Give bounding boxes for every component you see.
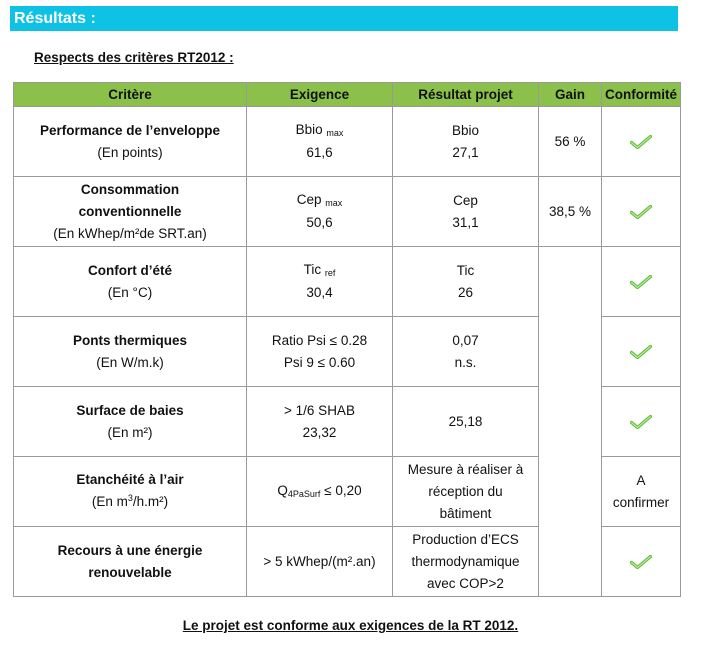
criterion-cell (14, 527, 247, 597)
requirement-cell (247, 387, 393, 457)
criterion-name: Surface de baies (76, 402, 184, 418)
gain-cell: 56 % (539, 107, 602, 177)
result-line: réception du (428, 483, 503, 499)
result-line: bâtiment (439, 505, 492, 521)
results-banner (10, 6, 678, 31)
requirement-cell (247, 457, 393, 527)
result-cell (393, 107, 539, 177)
requirement-cell (247, 177, 393, 247)
conformity-cell (602, 247, 681, 317)
req-value: 30,4 (306, 285, 333, 300)
req-label: Bbio (295, 122, 323, 137)
req-subscript: max (326, 128, 344, 138)
check-icon (630, 345, 652, 359)
result-cell (393, 317, 539, 387)
check-icon (630, 415, 652, 429)
conformity-cell (602, 457, 681, 527)
criterion-cell (14, 387, 247, 457)
req-line: Ratio Psi ≤ 0.28 (271, 332, 368, 348)
result-cell (393, 387, 539, 457)
criterion-name-line: Consommation (80, 181, 180, 197)
result-line: Cep (453, 192, 478, 208)
check-icon (630, 555, 652, 569)
req-line: > 5 kWhep/(m².an) (263, 553, 376, 569)
criterion-name-line: Recours à une énergie (57, 542, 203, 558)
criterion-name: Confort d’été (88, 262, 172, 278)
criterion-name: Ponts thermiques (72, 332, 188, 348)
result-cell (393, 527, 539, 597)
requirement-cell (247, 527, 393, 597)
criterion-unit: (En $m^3/h.m^2$) (91, 493, 169, 509)
req-label: Tic (303, 262, 322, 277)
criterion-unit: (En kWhep/m²de SRT.an) (53, 225, 207, 241)
req-label: Q (277, 483, 288, 498)
section-subtitle: Respects des critères RT2012 : (34, 50, 234, 65)
result-line: thermodynamique (411, 553, 520, 569)
req-line: 23,32 (302, 424, 337, 440)
criterion-unit: (En W/m.k) (96, 354, 164, 370)
conformity-cell (602, 107, 681, 177)
requirement-cell (247, 247, 393, 317)
conformity-cell (602, 177, 681, 247)
result-line: Mesure à réaliser à (407, 461, 524, 477)
header-exigence: Exigence (247, 83, 393, 107)
table-row (14, 177, 681, 247)
check-icon (630, 135, 652, 149)
criterion-name: Etanchéité à l’air (76, 472, 184, 487)
criteria-table (13, 82, 681, 597)
table-row (14, 107, 681, 177)
result-cell (393, 457, 539, 527)
criterion-cell (14, 177, 247, 247)
criterion-name-line: conventionnelle (78, 203, 182, 219)
req-subscript: 4PaSurf (287, 489, 321, 499)
criterion-name-line: renouvelable (88, 564, 172, 580)
req-subscript: max (325, 198, 343, 208)
result-line: 26 (457, 284, 474, 300)
criterion-name: Performance de l’enveloppe (39, 122, 221, 138)
conclusion-text: Le projet est conforme aux exigences de la RT 2012. (182, 618, 519, 633)
criterion-cell (14, 317, 247, 387)
result-line: 25,18 (448, 413, 483, 429)
requirement-cell (247, 107, 393, 177)
result-line: 0,07 (452, 332, 479, 348)
requirement-cell (247, 317, 393, 387)
req-subscript: ref (324, 268, 336, 278)
criterion-unit: (En °C) (107, 284, 153, 300)
conformity-text: A (636, 472, 646, 488)
result-line: n.s. (454, 354, 477, 370)
table-header-row (14, 83, 681, 107)
req-tail: ≤ 0,20 (320, 483, 362, 498)
header-resultat: Résultat projet (393, 83, 539, 107)
gain-cell-empty (539, 247, 602, 597)
conformity-cell (602, 387, 681, 457)
result-line: 31,1 (452, 214, 479, 230)
result-line: Bbio (451, 122, 480, 138)
header-gain: Gain (539, 83, 602, 107)
criterion-cell (14, 457, 247, 527)
check-icon (630, 275, 652, 289)
req-label: Cep (296, 192, 322, 207)
header-critere: Critère (14, 83, 247, 107)
criterion-unit: (En points) (97, 144, 163, 160)
criterion-cell (14, 107, 247, 177)
req-line: > 1/6 SHAB (284, 402, 355, 418)
result-line: Tic (456, 262, 475, 278)
result-line: Production d’ECS (412, 531, 519, 547)
result-line: 27,1 (452, 144, 479, 160)
req-value: 61,6 (306, 145, 333, 160)
criterion-unit: (En m²) (107, 424, 153, 440)
gain-cell: 38,5 % (539, 177, 602, 247)
header-conformite: Conformité (602, 83, 681, 107)
conformity-text: confirmer (612, 494, 670, 510)
conformity-cell (602, 527, 681, 597)
result-cell (393, 177, 539, 247)
result-cell (393, 247, 539, 317)
result-line: avec COP>2 (427, 575, 504, 591)
conformity-cell (602, 317, 681, 387)
req-line: Psi 9 ≤ 0.60 (283, 354, 356, 370)
check-icon (630, 205, 652, 219)
criterion-cell (14, 247, 247, 317)
req-value: 50,6 (306, 215, 333, 230)
table-row (14, 247, 681, 317)
results-title: Résultats : (14, 10, 96, 27)
